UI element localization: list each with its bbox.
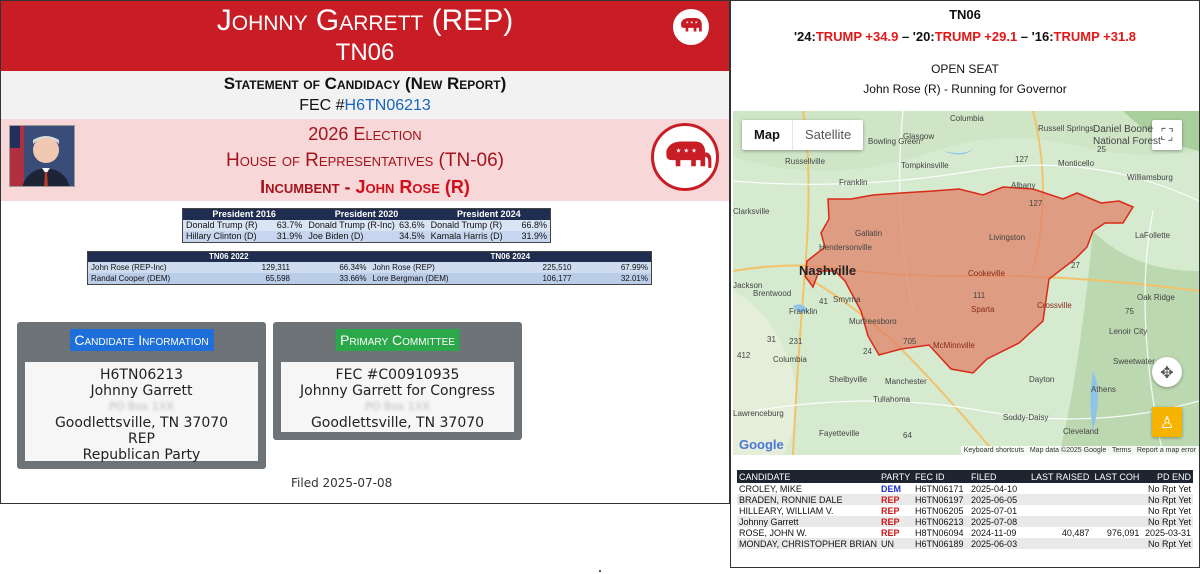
cell-pd-end: No Rpt Yet	[1141, 538, 1193, 549]
route-shield: 31	[767, 335, 776, 344]
cell-party: REP	[881, 505, 900, 516]
route-shield: 412	[737, 351, 751, 360]
election-year: 2026 Election	[308, 124, 422, 144]
house-results-table	[87, 251, 652, 285]
house-row-rep	[88, 262, 651, 273]
map-label: Livingston	[989, 233, 1026, 242]
fec-id-link[interactable]: H6TN06213	[344, 97, 431, 114]
map-label: National Forest	[1093, 136, 1161, 147]
route-shield: 41	[819, 297, 828, 306]
candidate-party-name: Republican Party	[82, 447, 201, 463]
col-last-coh: LAST COH	[1091, 470, 1141, 483]
header-president-2024: President 2024	[457, 209, 521, 219]
candidate-header	[1, 1, 729, 71]
map-label: LaFollette	[1135, 231, 1171, 240]
presidential-margins	[731, 29, 1199, 44]
seat-note: John Rose (R) - Running for Governor	[863, 82, 1067, 96]
table-row	[737, 516, 1193, 527]
cell-raised	[1029, 505, 1091, 516]
candidates-table	[737, 470, 1193, 549]
cell-name: Donald Trump (R)	[430, 220, 503, 230]
map-type-satellite-button[interactable]: Satellite	[805, 127, 852, 142]
svg-text:★: ★	[694, 20, 698, 25]
presidential-results-table	[182, 208, 551, 243]
cell-party: REP	[881, 527, 900, 538]
cell-pct: 33.66%	[339, 274, 367, 283]
map-label: Monticello	[1058, 159, 1095, 168]
map-label: Dayton	[1029, 375, 1055, 384]
map-label: Williamsburg	[1127, 173, 1173, 182]
cell-party: REP	[879, 494, 913, 505]
district-title: TN06	[949, 7, 981, 22]
route-shield: 111	[973, 291, 986, 300]
candidate-party-code: REP	[127, 431, 155, 447]
header-president-2016: President 2016	[212, 209, 276, 219]
incumbent-line	[1, 175, 729, 199]
map-label: Jackson	[733, 281, 763, 290]
cell-pct: 67.99%	[620, 263, 648, 272]
route-shield: 231	[789, 337, 803, 346]
candidate-city: Goodlettsville, TN 37070	[54, 415, 229, 431]
cell-pd-end: No Rpt Yet	[1147, 505, 1191, 516]
move-arrows-icon: ✥	[1160, 362, 1174, 382]
district-label: TN06	[335, 39, 395, 66]
candidate-name: Johnny Garrett (REP)	[216, 4, 514, 37]
cell-name: John Rose (REP-Inc)	[91, 263, 167, 272]
map-label: Gallatin	[855, 229, 883, 238]
map-label: Fayetteville	[819, 429, 860, 438]
col-party: PARTY	[879, 470, 913, 483]
candidate-fec: H6TN06213	[100, 367, 183, 383]
map-label: Sweetwater	[1113, 357, 1155, 366]
cell-pct: 63.6%	[399, 220, 425, 230]
cell-pct: 34.5%	[399, 231, 425, 241]
svg-text:★: ★	[690, 20, 694, 25]
route-shield: 27	[1071, 261, 1080, 270]
cell-party: DEM	[881, 483, 902, 494]
margin-2020: TRUMP +29.1	[934, 29, 1018, 44]
incumbent-prefix: Incumbent -	[260, 177, 356, 197]
street-view-pegman[interactable]	[1152, 407, 1182, 437]
keyboard-shortcuts-link[interactable]: Keyboard shortcuts	[963, 447, 1024, 454]
statement-banner	[1, 71, 729, 119]
cell-name: Lore Bergman (DEM)	[372, 274, 449, 283]
camera-control-button[interactable]	[1152, 357, 1182, 387]
cell-pct: 31.9%	[276, 231, 303, 241]
cell-name: Donald Trump (R-Inc)	[308, 220, 395, 230]
google-logo: Google	[739, 437, 784, 452]
map-data-text: Map data ©2025 Google	[1029, 447, 1107, 454]
cell-party: UN	[879, 538, 913, 549]
cell-candidate: Johnny Garrett	[737, 516, 879, 527]
cell-pct: 31.9%	[521, 231, 547, 241]
cell-raised: 40,487	[1061, 527, 1090, 538]
cell-candidate: CROLEY, MIKE	[739, 483, 802, 494]
map-label: Tompkinsville	[901, 161, 949, 170]
committee-city: Goodlettsville, TN 37070	[310, 415, 485, 431]
col-fec-id: FEC ID	[913, 470, 969, 483]
cell-votes: 129,311	[261, 263, 290, 272]
map-attribution	[961, 446, 1199, 455]
cell-fec: H6TN06197	[913, 494, 969, 505]
cell-raised	[1029, 494, 1091, 505]
table-row	[737, 538, 1193, 549]
cell-fec: H6TN06205	[915, 505, 964, 516]
map-label: Crossville	[1037, 301, 1072, 310]
map-label: Clarksville	[733, 207, 770, 216]
map-label: Shelbyville	[829, 375, 868, 384]
map-label: Sparta	[971, 305, 995, 314]
cell-raised	[1029, 483, 1091, 494]
candidate-po-box: PO Box 1XX	[109, 400, 174, 413]
svg-text:★: ★	[685, 20, 689, 25]
cell-coh	[1091, 494, 1141, 505]
map-label: Columbia	[950, 114, 984, 123]
cell-pd-end: 2025-03-31	[1144, 527, 1191, 538]
table-row	[737, 494, 1193, 505]
cell-name: Randal Cooper (DEM)	[91, 274, 171, 283]
republican-elephant-logo-icon	[651, 123, 719, 191]
cell-votes: 225,510	[542, 263, 572, 272]
stray-dot	[599, 570, 601, 572]
svg-text:★: ★	[675, 147, 682, 155]
cell-raised	[1029, 538, 1091, 549]
cell-filed: 2025-07-01	[971, 505, 1018, 516]
year-2020-label: '20:	[912, 29, 935, 44]
cell-pd-end: No Rpt Yet	[1141, 494, 1193, 505]
map-label: Albany	[1011, 181, 1036, 190]
cell-candidate: HILLEARY, WILLIAM V.	[739, 505, 834, 516]
cell-name: John Rose (REP)	[372, 263, 435, 272]
cell-filed: 2025-06-03	[969, 538, 1029, 549]
terms-link[interactable]: Terms	[1111, 447, 1132, 454]
cell-pct: 32.01%	[620, 274, 648, 283]
map-label: Nashville	[799, 263, 857, 278]
pegman-icon: ♙	[1159, 412, 1175, 432]
map-label: Russellville	[785, 157, 826, 166]
map-label: Columbia	[773, 355, 807, 364]
route-shield: 127	[1029, 199, 1043, 208]
map-type-map-button[interactable]: Map	[742, 120, 793, 150]
cell-votes: 65,598	[265, 274, 290, 283]
committee-name: Johnny Garrett for Congress	[300, 383, 495, 399]
candidate-photo	[9, 125, 75, 187]
table-row	[737, 527, 1193, 538]
cell-candidate: MONDAY, CHRISTOPHER BRIAN	[739, 538, 878, 549]
cell-name: Joe Biden (D)	[308, 231, 364, 241]
map-label: Murfreesboro	[849, 317, 897, 326]
map-label: Lenoir City	[1109, 327, 1148, 336]
map-label: Oak Ridge	[1137, 293, 1175, 302]
seat-status: OPEN SEAT	[931, 62, 999, 76]
primary-committee-box	[273, 322, 522, 440]
table-row	[737, 505, 1193, 516]
route-shield: 64	[903, 431, 912, 440]
cell-pd-end: No Rpt Yet	[1147, 483, 1191, 494]
district-map[interactable]	[733, 111, 1199, 455]
cell-fec: H8TN06094	[915, 527, 964, 538]
map-label: Franklin	[789, 307, 818, 316]
header-tn06-2024: TN06 2024	[490, 252, 531, 261]
margin-2016: TRUMP +31.8	[1053, 29, 1137, 44]
candidates-header-row	[737, 470, 1193, 483]
cell-name: Hillary Clinton (D)	[186, 231, 257, 241]
cell-coh	[1091, 483, 1141, 494]
map-label: Lawrenceburg	[733, 409, 784, 418]
cell-votes: 106,177	[542, 274, 572, 283]
fec-prefix: FEC #	[299, 97, 345, 114]
primary-committee-button[interactable]: Primary Committee	[335, 329, 460, 351]
statement-title: Statement of Candidacy (New Report)	[223, 74, 507, 93]
cell-name: Kamala Harris (D)	[430, 231, 503, 241]
cell-fec: H6TN06189	[913, 538, 969, 549]
presidential-row-dem	[183, 231, 550, 242]
map-label: McMinnville	[933, 341, 975, 350]
col-last-raised: LAST RAISED	[1031, 471, 1090, 482]
year-2024-label: '24:	[793, 29, 816, 44]
cell-pct: 66.8%	[521, 220, 547, 230]
committee-fec: FEC #C00910935	[335, 367, 460, 383]
cell-party: REP	[879, 516, 913, 527]
map-label: Russell Springs	[1038, 124, 1094, 133]
district-panel	[730, 0, 1200, 568]
cell-filed: 2025-07-08	[969, 516, 1029, 527]
map-type-control	[742, 120, 863, 150]
presidential-header-row	[183, 209, 550, 220]
col-candidate: CANDIDATE	[737, 470, 879, 483]
cell-candidate: ROSE, JOHN W.	[739, 527, 808, 538]
map-label: Hendersonville	[819, 243, 872, 252]
map-label: Cleveland	[1063, 427, 1099, 436]
election-banner	[1, 119, 729, 201]
col-filed: FILED	[969, 470, 1029, 483]
route-shield: 24	[863, 347, 872, 356]
cell-fec: H6TN06171	[915, 483, 964, 494]
cell-filed: 2025-06-05	[969, 494, 1029, 505]
filed-date: Filed 2025-07-08	[291, 476, 393, 490]
cell-coh	[1091, 538, 1141, 549]
house-row-dem	[88, 273, 651, 284]
year-2016-label: '16:	[1031, 29, 1054, 44]
separator: –	[1017, 29, 1032, 44]
separator: –	[898, 29, 913, 44]
election-office: House of Representatives (TN-06)	[226, 150, 504, 171]
candidate-information-box	[17, 322, 266, 469]
cell-name: Donald Trump (R)	[186, 220, 258, 230]
cell-filed: 2024-11-09	[971, 527, 1017, 538]
cell-pd-end: No Rpt Yet	[1141, 516, 1193, 527]
route-shield: 127	[1015, 155, 1029, 164]
route-shield: 705	[903, 337, 917, 346]
cell-coh: 976,091	[1106, 527, 1140, 538]
candidate-information-button[interactable]: Candidate Information	[69, 329, 213, 351]
cell-fec: H6TN06213	[913, 516, 969, 527]
cell-filed: 2025-04-10	[971, 483, 1018, 494]
map-label: Tullahoma	[873, 395, 911, 404]
cell-pct: 63.7%	[276, 220, 303, 230]
map-label: Manchester	[885, 377, 927, 386]
map-label: Brentwood	[753, 289, 792, 298]
map-label: Bowling Green	[868, 137, 921, 146]
house-header-row	[88, 252, 651, 262]
map-label: Athens	[1091, 385, 1116, 394]
map-label: Daniel Boone	[1093, 124, 1154, 135]
cell-candidate: BRADEN, RONNIE DALE	[737, 494, 879, 505]
cell-pct: 66.34%	[339, 263, 367, 272]
incumbent-name: John Rose (R)	[355, 177, 470, 197]
presidential-row-rep	[183, 220, 550, 231]
map-label: Franklin	[839, 178, 868, 187]
primary-committee-body	[281, 362, 514, 432]
svg-text:★: ★	[683, 147, 690, 155]
republican-elephant-icon	[671, 7, 711, 47]
map-label: Cookeville	[968, 269, 1005, 278]
fullscreen-icon: ⛶	[1161, 125, 1173, 144]
cell-raised	[1029, 516, 1091, 527]
svg-text:★: ★	[691, 147, 697, 155]
table-row	[737, 483, 1193, 494]
margin-2024: TRUMP +34.9	[815, 29, 899, 44]
committee-po-box: PO Box 1XX	[365, 400, 430, 413]
route-shield: 75	[1125, 307, 1134, 316]
candidate-information-body	[25, 362, 258, 461]
header-tn06-2022: TN06 2022	[208, 252, 249, 261]
fec-number-line	[1, 95, 729, 117]
report-error-link[interactable]: Report a map error	[1136, 447, 1196, 454]
cell-coh	[1091, 505, 1141, 516]
header-president-2020: President 2020	[334, 209, 399, 219]
route-shield: 25	[1097, 145, 1106, 154]
cell-coh	[1091, 516, 1141, 527]
map-label: Smyrna	[833, 295, 861, 304]
map-label: Glasgow	[903, 132, 935, 141]
map-label: Soddy-Daisy	[1003, 413, 1049, 422]
col-pd-end: PD END	[1141, 470, 1193, 483]
candidate-info-name: Johnny Garrett	[90, 383, 193, 399]
